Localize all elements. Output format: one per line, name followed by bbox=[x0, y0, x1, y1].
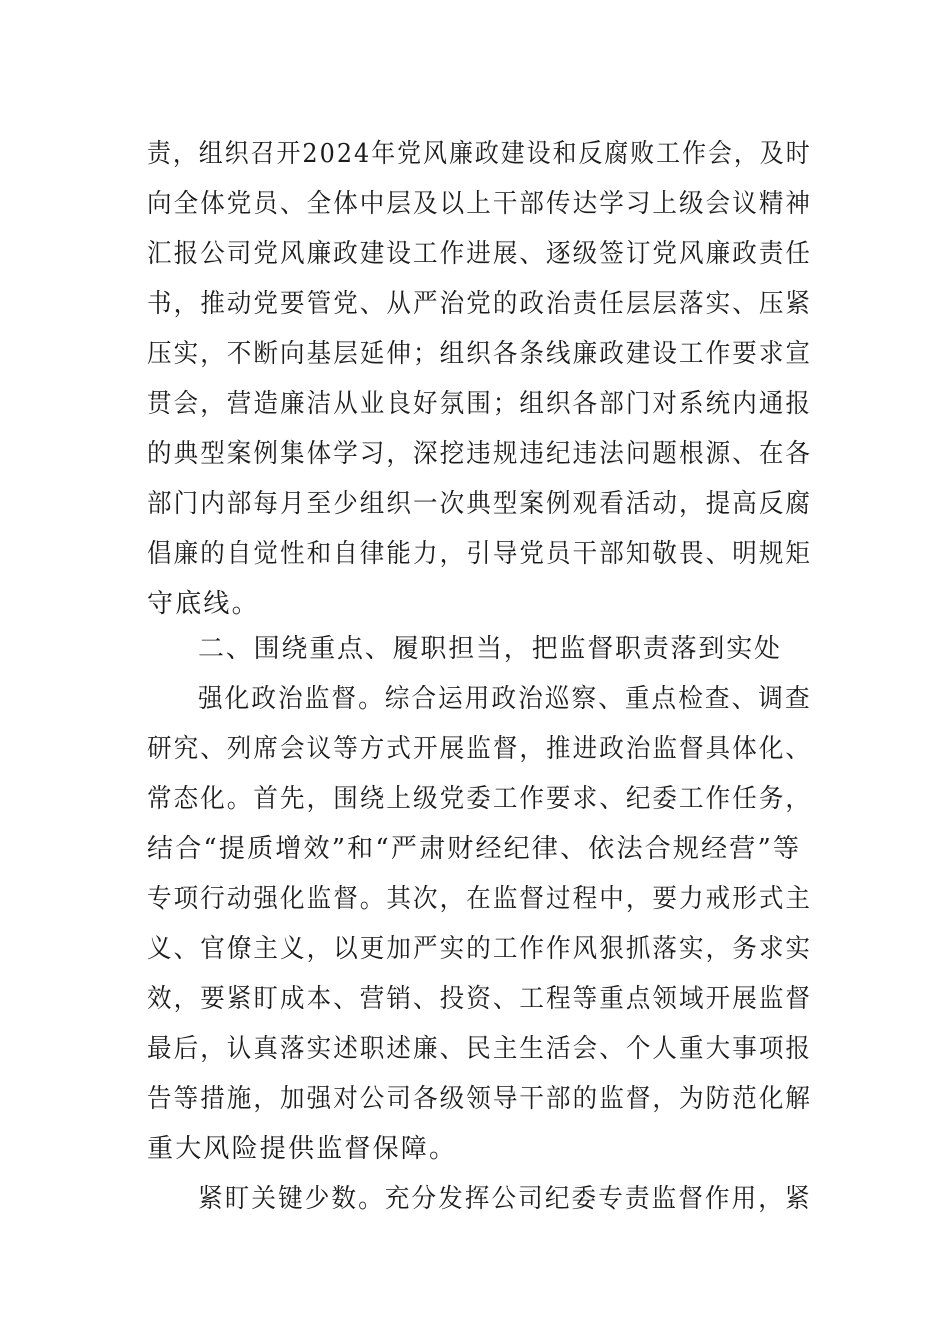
paragraph-line: 效，要紧盯成本、营销、投资、工程等重点领域开展监督 bbox=[147, 984, 813, 1014]
paragraph-line: 常态化。首先，围绕上级党委工作要求、纪委工作任务， bbox=[147, 784, 813, 814]
paragraph-line: 汇报公司党风廉政建设工作进展、逐级签订党风廉政责任 bbox=[147, 239, 813, 269]
paragraph-line: 最后，认真落实述职述廉、民主生活会、个人重大事项报 bbox=[147, 1034, 813, 1064]
paragraph-line: 专项行动强化监督。其次，在监督过程中，要力戒形式主 bbox=[147, 884, 813, 914]
paragraph-line: 义、官僚主义，以更加严实的工作作风狠抓落实，务求实 bbox=[147, 934, 813, 964]
paragraph-line: 部门内部每月至少组织一次典型案例观看活动，提高反腐 bbox=[147, 489, 813, 519]
section-heading: 二、围绕重点、履职担当，把监督职责落到实处 bbox=[198, 634, 782, 664]
paragraph-line: 书，推动党要管党、从严治党的政治责任层层落实、压紧 bbox=[147, 289, 813, 319]
paragraph-line: 倡廉的自觉性和自律能力，引导党员干部知敬畏、明规矩 bbox=[147, 539, 813, 569]
paragraph-line: 紧盯关键少数。充分发挥公司纪委专责监督作用，紧 bbox=[198, 1184, 812, 1214]
paragraph-line: 贯会，营造廉洁从业良好氛围；组织各部门对系统内通报 bbox=[147, 389, 813, 419]
paragraph-line: 责，组织召开2024年党风廉政建设和反腐败工作会，及时 bbox=[147, 139, 812, 169]
paragraph-line: 强化政治监督。综合运用政治巡察、重点检查、调查 bbox=[198, 684, 812, 714]
paragraph-line: 压实，不断向基层延伸；组织各条线廉政建设工作要求宣 bbox=[147, 339, 813, 369]
paragraph-line: 告等措施，加强对公司各级领导干部的监督，为防范化解 bbox=[147, 1084, 813, 1114]
paragraph-line: 研究、列席会议等方式开展监督，推进政治监督具体化、 bbox=[147, 734, 813, 764]
paragraph-line: 守底线。 bbox=[147, 589, 260, 619]
paragraph-line: 结合“提质增效”和“严肃财经纪律、依法合规经营”等 bbox=[147, 834, 802, 864]
paragraph-line: 的典型案例集体学习，深挖违规违纪违法问题根源、在各 bbox=[147, 439, 813, 469]
paragraph-line: 向全体党员、全体中层及以上干部传达学习上级会议精神 bbox=[147, 189, 813, 219]
paragraph-line: 重大风险提供监督保障。 bbox=[147, 1134, 458, 1164]
